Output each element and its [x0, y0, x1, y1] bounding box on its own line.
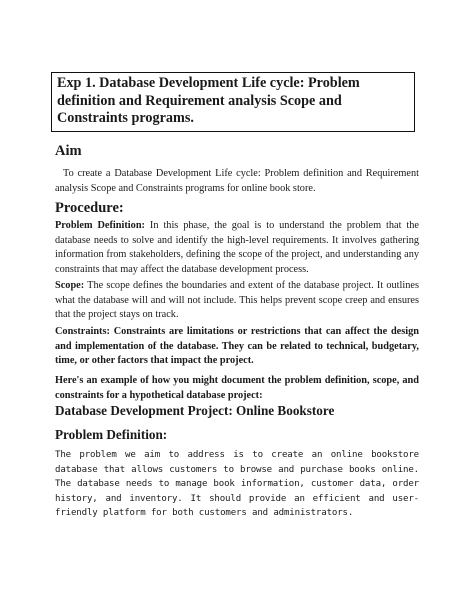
problem-definition-paragraph — [55, 219, 419, 277]
aim-heading: Aim — [55, 143, 82, 159]
scope-paragraph — [55, 279, 419, 323]
problem-definition-text: In this phase, the goal is to understand the problem that the database needs to solve and identify the high-level requirements. It involves gathering information from stakeholders, defining the scope of the project, and understanding any constraints that may affect the database development process. — [55, 220, 419, 275]
aim-text — [55, 166, 419, 196]
project-heading: Database Development Project: Online Bookstore — [55, 403, 335, 418]
problem-definition-label: Problem Definition: — [55, 220, 145, 231]
project-problem-definition-text: The problem we aim to address is to create an online bookstore database that allows customers to browse and purchase books online. The database needs to manage book information, customer data, order history, and inventory. It should provide an efficient and user-friendly platform for both customers and administrators. — [55, 450, 419, 518]
constraints-text: Constraints are limitations or restrictions that can affect the design and implementation of the database. They can be related to technical, budgetary, time, or other factors that impact the project. — [55, 326, 419, 366]
example-intro-paragraph: Here's an example of how you might document the problem definition, scope, and constraints for a hypothetical database project: — [55, 375, 419, 401]
scope-label: Scope: — [55, 280, 85, 291]
aim-body: To create a Database Development Life cycle: Problem definition and Requirement analysis Scope and Constraints programs for online book store. — [55, 168, 419, 194]
project-problem-definition-heading: Problem Definition: — [55, 427, 168, 442]
constraints-paragraph — [55, 325, 419, 369]
procedure-heading: Procedure: — [55, 200, 124, 216]
experiment-title: Exp 1. Database Development Life cycle: Problem definition and Requirement analysis Scope and Constraints programs. — [51, 72, 415, 132]
scope-text: The scope defines the boundaries and extent of the database project. It outlines what the database will and will not include. This helps prevent scope creep and ensures that the project stays on track. — [55, 280, 419, 320]
constraints-label: Constraints: — [55, 326, 110, 337]
